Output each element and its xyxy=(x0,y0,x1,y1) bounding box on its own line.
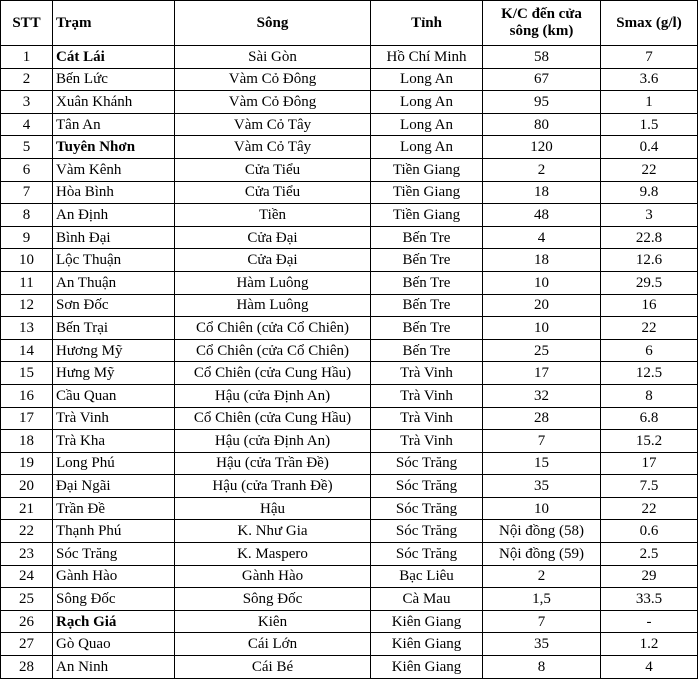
table-row xyxy=(1,181,698,204)
cell-kc: 32 xyxy=(483,384,601,407)
cell-smax: 6.8 xyxy=(601,407,698,430)
cell-kc: Nội đồng (58) xyxy=(483,520,601,543)
cell-tinh: Trà Vinh xyxy=(371,362,483,385)
cell-kc: 20 xyxy=(483,294,601,317)
cell-tram: Bình Đại xyxy=(53,226,175,249)
cell-tram: Long Phú xyxy=(53,452,175,475)
cell-smax: 33.5 xyxy=(601,588,698,611)
cell-tram: Cầu Quan xyxy=(53,384,175,407)
cell-kc: 7 xyxy=(483,610,601,633)
cell-tinh: Trà Vinh xyxy=(371,384,483,407)
cell-tram: Rạch Giá xyxy=(53,610,175,633)
table-row xyxy=(1,452,698,475)
cell-kc: 35 xyxy=(483,633,601,656)
cell-song: Vàm Cỏ Tây xyxy=(175,113,371,136)
cell-stt: 10 xyxy=(1,249,53,272)
cell-song: Cổ Chiên (cửa Cung Hầu) xyxy=(175,362,371,385)
cell-song: Vàm Cỏ Tây xyxy=(175,136,371,159)
cell-kc: 35 xyxy=(483,475,601,498)
cell-tram: Sơn Đốc xyxy=(53,294,175,317)
cell-tinh: Tiền Giang xyxy=(371,204,483,227)
table-row xyxy=(1,339,698,362)
cell-song: K. Như Gia xyxy=(175,520,371,543)
cell-tram: Thạnh Phú xyxy=(53,520,175,543)
cell-kc: 95 xyxy=(483,91,601,114)
cell-tinh: Sóc Trăng xyxy=(371,520,483,543)
cell-tram: Gành Hào xyxy=(53,565,175,588)
cell-kc: 58 xyxy=(483,46,601,69)
cell-song: Cổ Chiên (cửa Cổ Chiên) xyxy=(175,317,371,340)
cell-tinh: Bến Tre xyxy=(371,271,483,294)
cell-song: Hậu (cửa Trần Đề) xyxy=(175,452,371,475)
cell-kc: Nội đồng (59) xyxy=(483,543,601,566)
cell-tram: Trần Đề xyxy=(53,497,175,520)
cell-tram: Tân An xyxy=(53,113,175,136)
table-row xyxy=(1,633,698,656)
cell-stt: 20 xyxy=(1,475,53,498)
cell-stt: 3 xyxy=(1,91,53,114)
cell-smax: 12.6 xyxy=(601,249,698,272)
cell-smax: 0.4 xyxy=(601,136,698,159)
cell-tram: Hòa Bình xyxy=(53,181,175,204)
cell-kc: 15 xyxy=(483,452,601,475)
cell-smax: 3 xyxy=(601,204,698,227)
cell-stt: 14 xyxy=(1,339,53,362)
cell-tram: Trà Vinh xyxy=(53,407,175,430)
table-row xyxy=(1,46,698,69)
cell-tinh: Tiền Giang xyxy=(371,181,483,204)
cell-kc: 18 xyxy=(483,249,601,272)
cell-stt: 22 xyxy=(1,520,53,543)
header-smax: Smax (g/l) xyxy=(601,1,698,46)
cell-kc: 2 xyxy=(483,158,601,181)
cell-tram: Đại Ngãi xyxy=(53,475,175,498)
cell-song: Sài Gòn xyxy=(175,46,371,69)
cell-tinh: Sóc Trăng xyxy=(371,543,483,566)
cell-smax: 29 xyxy=(601,565,698,588)
cell-tram: An Ninh xyxy=(53,656,175,679)
cell-kc: 10 xyxy=(483,271,601,294)
cell-song: Sông Đốc xyxy=(175,588,371,611)
cell-tram: Bến Trại xyxy=(53,317,175,340)
cell-tinh: Cà Mau xyxy=(371,588,483,611)
cell-smax: 7.5 xyxy=(601,475,698,498)
cell-stt: 17 xyxy=(1,407,53,430)
table-row xyxy=(1,136,698,159)
cell-stt: 16 xyxy=(1,384,53,407)
cell-stt: 21 xyxy=(1,497,53,520)
cell-stt: 23 xyxy=(1,543,53,566)
cell-song: Cửa Tiểu xyxy=(175,158,371,181)
cell-stt: 4 xyxy=(1,113,53,136)
cell-tinh: Long An xyxy=(371,136,483,159)
table-row xyxy=(1,497,698,520)
table-row xyxy=(1,610,698,633)
cell-kc: 4 xyxy=(483,226,601,249)
cell-song: Cổ Chiên (cửa Cung Hầu) xyxy=(175,407,371,430)
table-row xyxy=(1,656,698,679)
cell-song: Cái Lớn xyxy=(175,633,371,656)
table-row xyxy=(1,68,698,91)
cell-tram: Bến Lức xyxy=(53,68,175,91)
table-row xyxy=(1,271,698,294)
cell-song: Kiên xyxy=(175,610,371,633)
cell-kc: 67 xyxy=(483,68,601,91)
cell-song: Hậu (cửa Định An) xyxy=(175,430,371,453)
table-row xyxy=(1,475,698,498)
cell-stt: 26 xyxy=(1,610,53,633)
table-row xyxy=(1,204,698,227)
cell-stt: 27 xyxy=(1,633,53,656)
cell-stt: 6 xyxy=(1,158,53,181)
cell-kc: 80 xyxy=(483,113,601,136)
cell-smax: 22 xyxy=(601,497,698,520)
cell-song: Hậu (cửa Tranh Đề) xyxy=(175,475,371,498)
cell-tram: Tuyên Nhơn xyxy=(53,136,175,159)
cell-tram: An Định xyxy=(53,204,175,227)
cell-kc: 120 xyxy=(483,136,601,159)
table-row xyxy=(1,249,698,272)
cell-stt: 1 xyxy=(1,46,53,69)
header-tinh: Tỉnh xyxy=(371,1,483,46)
cell-stt: 18 xyxy=(1,430,53,453)
cell-song: Cửa Đại xyxy=(175,226,371,249)
cell-stt: 24 xyxy=(1,565,53,588)
cell-kc: 28 xyxy=(483,407,601,430)
table-row xyxy=(1,113,698,136)
cell-smax: 17 xyxy=(601,452,698,475)
cell-tinh: Sóc Trăng xyxy=(371,475,483,498)
table-row xyxy=(1,91,698,114)
table-row xyxy=(1,565,698,588)
cell-kc: 1,5 xyxy=(483,588,601,611)
cell-tram: Lộc Thuận xyxy=(53,249,175,272)
cell-song: K. Maspero xyxy=(175,543,371,566)
cell-smax: 1 xyxy=(601,91,698,114)
cell-tinh: Kiên Giang xyxy=(371,633,483,656)
header-song: Sông xyxy=(175,1,371,46)
cell-smax: 22 xyxy=(601,158,698,181)
cell-kc: 10 xyxy=(483,497,601,520)
cell-song: Hàm Luông xyxy=(175,271,371,294)
cell-smax: 0.6 xyxy=(601,520,698,543)
cell-tinh: Long An xyxy=(371,68,483,91)
cell-smax: 15.2 xyxy=(601,430,698,453)
cell-smax: 2.5 xyxy=(601,543,698,566)
cell-tinh: Trà Vinh xyxy=(371,430,483,453)
cell-stt: 13 xyxy=(1,317,53,340)
cell-tinh: Hồ Chí Minh xyxy=(371,46,483,69)
cell-smax: 22.8 xyxy=(601,226,698,249)
cell-song: Hàm Luông xyxy=(175,294,371,317)
cell-smax: 1.2 xyxy=(601,633,698,656)
cell-tinh: Bến Tre xyxy=(371,226,483,249)
table-row xyxy=(1,317,698,340)
table-row xyxy=(1,520,698,543)
cell-tinh: Bến Tre xyxy=(371,317,483,340)
table-row xyxy=(1,362,698,385)
cell-tinh: Trà Vinh xyxy=(371,407,483,430)
cell-kc: 25 xyxy=(483,339,601,362)
cell-smax: 1.5 xyxy=(601,113,698,136)
cell-stt: 15 xyxy=(1,362,53,385)
cell-smax: 8 xyxy=(601,384,698,407)
cell-stt: 11 xyxy=(1,271,53,294)
cell-tram: Sóc Trăng xyxy=(53,543,175,566)
cell-song: Vàm Cỏ Đông xyxy=(175,91,371,114)
cell-tram: Sông Đốc xyxy=(53,588,175,611)
cell-stt: 9 xyxy=(1,226,53,249)
header-tram: Trạm xyxy=(53,1,175,46)
cell-tinh: Tiền Giang xyxy=(371,158,483,181)
cell-tinh: Bạc Liêu xyxy=(371,565,483,588)
cell-stt: 28 xyxy=(1,656,53,679)
cell-song: Gành Hào xyxy=(175,565,371,588)
cell-smax: 29.5 xyxy=(601,271,698,294)
table-row xyxy=(1,226,698,249)
cell-tinh: Kiên Giang xyxy=(371,610,483,633)
cell-song: Tiền xyxy=(175,204,371,227)
table-header xyxy=(1,1,698,46)
table-body xyxy=(1,46,698,679)
cell-tram: Gò Quao xyxy=(53,633,175,656)
cell-tinh: Sóc Trăng xyxy=(371,497,483,520)
cell-tinh: Bến Tre xyxy=(371,294,483,317)
cell-stt: 7 xyxy=(1,181,53,204)
cell-stt: 25 xyxy=(1,588,53,611)
cell-tram: An Thuận xyxy=(53,271,175,294)
table-row xyxy=(1,158,698,181)
cell-song: Cửa Tiểu xyxy=(175,181,371,204)
cell-smax: 6 xyxy=(601,339,698,362)
cell-kc: 48 xyxy=(483,204,601,227)
table-row xyxy=(1,294,698,317)
cell-tram: Vàm Kênh xyxy=(53,158,175,181)
cell-tinh: Sóc Trăng xyxy=(371,452,483,475)
cell-stt: 2 xyxy=(1,68,53,91)
cell-kc: 10 xyxy=(483,317,601,340)
cell-smax: 4 xyxy=(601,656,698,679)
cell-stt: 19 xyxy=(1,452,53,475)
header-kc: K/C đến cửa sông (km) xyxy=(483,1,601,46)
cell-smax: 7 xyxy=(601,46,698,69)
cell-tram: Trà Kha xyxy=(53,430,175,453)
cell-kc: 8 xyxy=(483,656,601,679)
cell-stt: 5 xyxy=(1,136,53,159)
cell-song: Vàm Cỏ Đông xyxy=(175,68,371,91)
cell-song: Hậu xyxy=(175,497,371,520)
cell-tram: Xuân Khánh xyxy=(53,91,175,114)
cell-kc: 2 xyxy=(483,565,601,588)
cell-smax: 22 xyxy=(601,317,698,340)
table-row xyxy=(1,543,698,566)
cell-kc: 17 xyxy=(483,362,601,385)
table-row xyxy=(1,430,698,453)
cell-kc: 7 xyxy=(483,430,601,453)
table-row xyxy=(1,588,698,611)
cell-smax: 9.8 xyxy=(601,181,698,204)
cell-tram: Hưng Mỹ xyxy=(53,362,175,385)
cell-song: Hậu (cửa Định An) xyxy=(175,384,371,407)
table-row xyxy=(1,407,698,430)
cell-smax: - xyxy=(601,610,698,633)
cell-tinh: Long An xyxy=(371,113,483,136)
cell-tinh: Bến Tre xyxy=(371,339,483,362)
cell-song: Cửa Đại xyxy=(175,249,371,272)
cell-smax: 12.5 xyxy=(601,362,698,385)
cell-stt: 8 xyxy=(1,204,53,227)
cell-tinh: Long An xyxy=(371,91,483,114)
cell-smax: 16 xyxy=(601,294,698,317)
cell-kc: 18 xyxy=(483,181,601,204)
cell-song: Cổ Chiên (cửa Cổ Chiên) xyxy=(175,339,371,362)
cell-tinh: Kiên Giang xyxy=(371,656,483,679)
cell-tram: Hương Mỹ xyxy=(53,339,175,362)
cell-smax: 3.6 xyxy=(601,68,698,91)
cell-tram: Cát Lái xyxy=(53,46,175,69)
header-row xyxy=(1,1,698,46)
cell-stt: 12 xyxy=(1,294,53,317)
header-stt: STT xyxy=(1,1,53,46)
cell-song: Cái Bé xyxy=(175,656,371,679)
cell-tinh: Bến Tre xyxy=(371,249,483,272)
table-row xyxy=(1,384,698,407)
